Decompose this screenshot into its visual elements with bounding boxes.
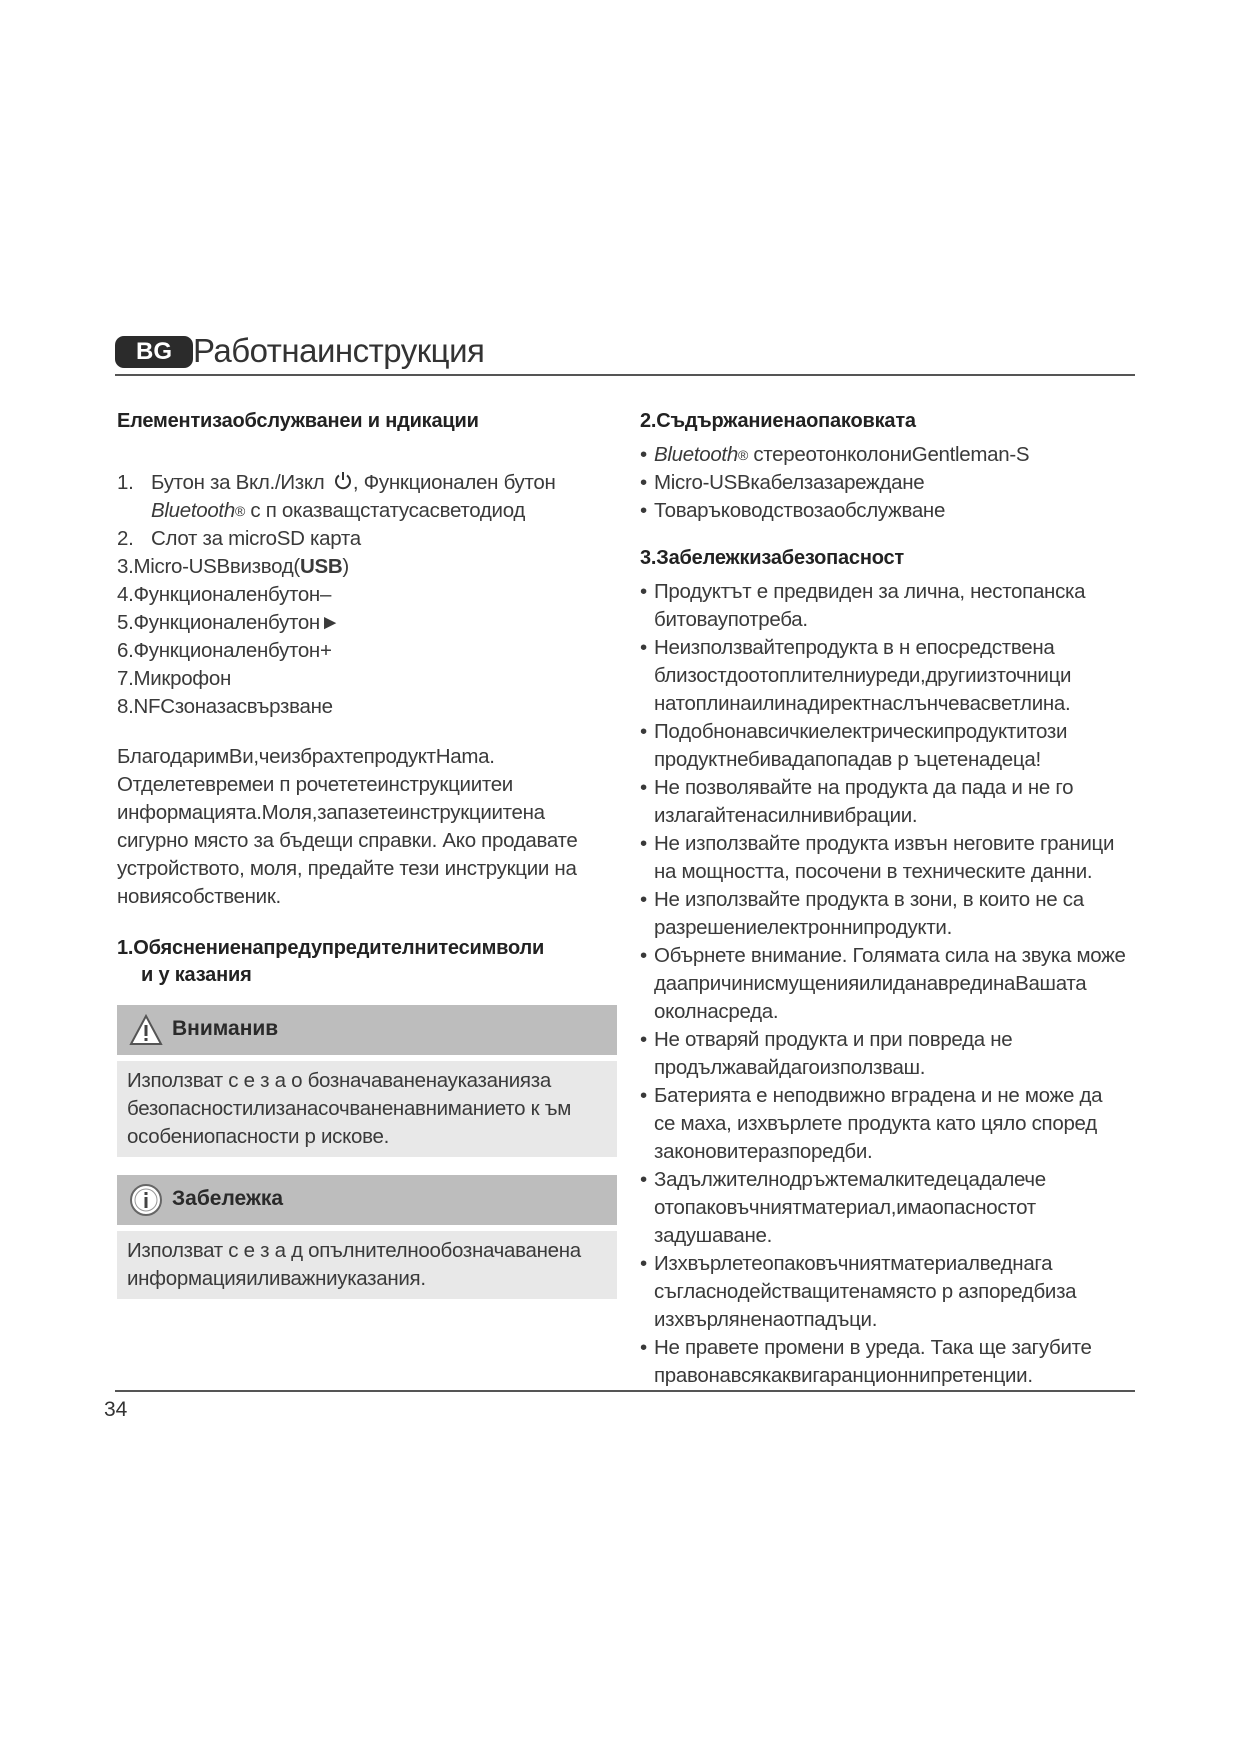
list-item: • Не използвайте продукта извън неговите граници на мощността, посочени в техническите данни. — [640, 830, 1140, 886]
list-item: • Bluetooth® стереотонколониGentleman-S — [640, 441, 1140, 469]
list-item: 6.Функционаленбутон+ — [117, 639, 332, 662]
list-item: 2. Слот за microSD карта — [117, 527, 361, 550]
safety-heading: 3.Забележкизабезопасност — [640, 547, 905, 569]
list-item: 4.Функционаленбутон– — [117, 583, 332, 606]
left-column — [117, 410, 617, 1299]
controls-heading: Елементизаобслужванеи и ндикации — [117, 410, 479, 432]
list-item: • Батерията е неподвижно вградена и не може да се маха, изхвърлете продукта като цяло според законовитеразпоредби. — [640, 1082, 1140, 1166]
package-list — [640, 441, 1140, 525]
page-title: Работнаинструкция — [193, 332, 485, 369]
list-item: • Подобнонавсичкиелектрическипродуктитози продуктнебивадапопадав р ъцетенадеца! — [640, 718, 1140, 774]
footer-divider — [115, 1390, 1135, 1392]
list-item: Bluetooth® с п оказващстатусасветодиод — [151, 499, 526, 522]
list-item: • Товаръководствозаобслужване — [640, 497, 1140, 525]
list-item: • Micro-USBкабелзазареждане — [640, 469, 1140, 497]
note-header: Забележка — [117, 1175, 617, 1225]
warning-icon — [129, 1013, 163, 1047]
list-item: 1. Бутон за Вкл./Изкл , Функционален бутон — [117, 471, 556, 494]
intro-paragraph: БлагодаримВи,чеизбрахтепродуктHama. Отделетевремеи п рочететеинструкциитеи информацията.Моля,запазетеинструкциитена сигурно място за бъдещи справки. Ако продавате устройството, моля, предайте тези инструкции на новиясобственик. — [117, 745, 578, 908]
list-item: 5.Функционаленбутон► — [117, 611, 340, 634]
language-badge: BG — [115, 336, 193, 368]
list-item: • Продуктът е предвиден за лична, нестопанска битоваупотреба. — [640, 578, 1140, 634]
list-item: 8.NFCзоназасвързване — [117, 695, 333, 718]
list-item: • Неизползвайтепродукта в н епосредствена близостдоотоплителниуреди,другиизточници натоплинаилинадиректнаслънчевасветлина. — [640, 634, 1140, 718]
list-item: 7.Микрофон — [117, 667, 231, 690]
warning-header: Вниманив — [117, 1005, 617, 1055]
symbols-heading: 1.Обяснениенапредупредителнитесимволи и у казания — [117, 937, 545, 986]
list-item: • Обърнете внимание. Голямата сила на звука може даапричинисмущенияилиданаврединаВашата околнасреда. — [640, 942, 1140, 1026]
list-item: • Не правете промени в уреда. Така ще загубите правонавсякаквигаранционнипретенции. — [640, 1334, 1140, 1390]
power-icon — [333, 471, 353, 491]
package-heading: 2.Съдържаниенаопаковката — [640, 410, 916, 432]
page-number: 34 — [104, 1398, 128, 1421]
safety-list — [640, 578, 1140, 1390]
list-item: • Не отваряй продукта и при повреда не продължавайдагоизползваш. — [640, 1026, 1140, 1082]
list-item: • Не позволявайте на продукта да пада и не го излагайтенасилнивибрации. — [640, 774, 1140, 830]
controls-list — [117, 469, 617, 721]
note-body: Използват с е з а д опълнителнообозначаванена информацияиливажниуказания. — [117, 1231, 617, 1299]
list-item: • Не използвайте продукта в зони, в които не са разрешениелектроннипродукти. — [640, 886, 1140, 942]
info-icon — [129, 1183, 163, 1217]
list-item: • Задължителнодръжтемалкитедецадалече отопаковъчниятматериал,имаопасностот задушаване. — [640, 1166, 1140, 1250]
right-column — [640, 410, 1140, 1390]
warning-body: Използват с е з а о бозначаваненауказанияза безопасностилизанасочваненавниманието к ъм особениопасности р искове. — [117, 1061, 617, 1157]
list-item: 3.Micro-USBвизвод(USB) — [117, 555, 349, 578]
page-header — [115, 332, 1135, 376]
list-item: • Изхвърлетеопаковъчниятматериалведнага съгласнодействащитенамясто р азпоредбиза изхвърляненаотпадъци. — [640, 1250, 1140, 1334]
